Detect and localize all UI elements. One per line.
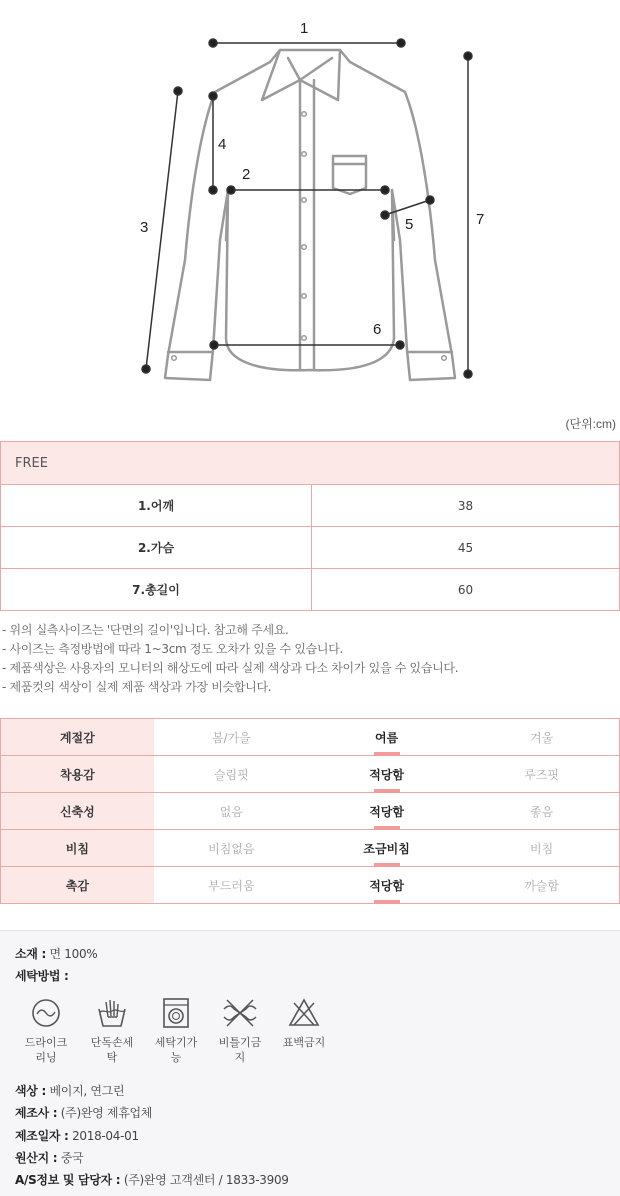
machine-wash-icon	[160, 997, 192, 1029]
note-line: - 사이즈는 측정방법에 따라 1~3cm 정도 오차가 있을 수 있습니다.	[2, 642, 344, 656]
material-line	[15, 945, 97, 962]
measure-label-2: 2	[242, 166, 251, 183]
feel-option-selected: 적당함	[309, 756, 464, 793]
no-wring-icon	[222, 997, 258, 1029]
care-label: 세탁기가	[154, 1036, 198, 1049]
feel-option-selected: 여름	[309, 719, 464, 756]
feel-option-selected: 적당함	[309, 867, 464, 904]
size-row-value: 60	[312, 569, 620, 611]
color-value: 베이지, 연그린	[49, 1084, 125, 1098]
feel-category: 계절감	[1, 719, 154, 756]
care-label: 능	[170, 1051, 182, 1064]
measure-label-4: 4	[218, 136, 227, 153]
maker-line	[15, 1104, 152, 1121]
table-row	[1, 793, 620, 830]
care-label: 표백금지	[282, 1036, 326, 1049]
care-item	[148, 997, 204, 1065]
table-row	[1, 830, 620, 867]
care-label: 비틀기금	[218, 1036, 262, 1049]
color-line	[15, 1082, 124, 1099]
feel-option: 비침없음	[154, 830, 309, 867]
feel-category: 신축성	[1, 793, 154, 830]
note-line: - 제품컷의 색상이 실제 제품 색상과 가장 비슷합니다.	[2, 680, 272, 694]
no-bleach-icon	[288, 997, 320, 1029]
as-value: (주)완영 고객센터 / 1833-3909	[123, 1173, 289, 1187]
feel-option: 루즈핏	[464, 756, 619, 793]
origin-line	[15, 1149, 83, 1166]
product-info-panel	[0, 930, 620, 1196]
care-item	[276, 997, 332, 1050]
table-row	[1, 485, 620, 527]
size-row-value: 45	[312, 527, 620, 569]
feel-option: 비침	[464, 830, 619, 867]
size-notes	[2, 621, 618, 697]
material-label: 소재 :	[15, 947, 46, 961]
feel-category: 비침	[1, 830, 154, 867]
care-label: 지	[234, 1051, 246, 1064]
date-label: 제조일자 :	[15, 1129, 69, 1143]
feel-option: 겨울	[464, 719, 619, 756]
measure-label-6: 6	[373, 321, 382, 338]
size-row-label: 1.어깨	[1, 485, 312, 527]
table-row	[1, 569, 620, 611]
maker-label: 제조사 :	[15, 1106, 58, 1120]
measure-label-7: 7	[476, 211, 485, 228]
size-table	[0, 441, 620, 611]
fabric-feel-table	[0, 718, 620, 904]
date-line	[15, 1127, 139, 1144]
as-label: A/S정보 및 담당자 :	[15, 1173, 121, 1187]
feel-option: 좋음	[464, 793, 619, 830]
feel-option: 봄/가을	[154, 719, 309, 756]
note-line: - 제품색상은 사용자의 모니터의 해상도에 따라 실제 색상과 다소 차이가 있을 수 있습니다.	[2, 661, 459, 675]
size-row-value: 38	[312, 485, 620, 527]
measure-label-1: 1	[300, 20, 309, 37]
table-row	[1, 527, 620, 569]
feel-option-selected: 조금비침	[309, 830, 464, 867]
dry-clean-icon	[30, 997, 62, 1029]
wash-label: 세탁방법 :	[15, 969, 69, 983]
size-row-label: 7.총길이	[1, 569, 312, 611]
care-label: 리닝	[35, 1051, 57, 1064]
feel-category: 촉감	[1, 867, 154, 904]
feel-option-selected: 적당함	[309, 793, 464, 830]
measure-label-3: 3	[140, 219, 149, 236]
table-row	[1, 756, 620, 793]
feel-category: 착용감	[1, 756, 154, 793]
care-item	[84, 997, 140, 1065]
table-row	[1, 867, 620, 904]
care-item	[18, 997, 74, 1065]
wash-line	[15, 967, 69, 984]
maker-value: (주)완영 제휴업체	[60, 1106, 153, 1120]
material-value: 면 100%	[49, 947, 98, 961]
color-label: 색상 :	[15, 1084, 46, 1098]
care-label: 드라이크	[24, 1036, 68, 1049]
shirt-measurement-diagram	[0, 0, 620, 400]
shirt-illustration	[0, 0, 620, 400]
care-label: 탁	[106, 1051, 118, 1064]
feel-option: 까슬함	[464, 867, 619, 904]
size-row-label: 2.가슴	[1, 527, 312, 569]
as-info-line	[15, 1171, 289, 1188]
origin-label: 원산지 :	[15, 1151, 58, 1165]
feel-option: 슬림핏	[154, 756, 309, 793]
note-line: - 위의 실측사이즈는 '단면의 길이'입니다. 참고해 주세요.	[2, 623, 289, 637]
care-item	[212, 997, 268, 1065]
feel-option: 없음	[154, 793, 309, 830]
measure-label-5: 5	[405, 216, 414, 233]
feel-option: 부드러움	[154, 867, 309, 904]
date-value: 2018-04-01	[72, 1129, 139, 1143]
care-label: 단독손세	[90, 1036, 134, 1049]
size-name: FREE	[1, 442, 620, 485]
origin-value: 중국	[60, 1151, 84, 1165]
hand-wash-icon	[96, 997, 128, 1029]
table-row	[1, 719, 620, 756]
unit-label: (단위:cm)	[565, 417, 616, 431]
